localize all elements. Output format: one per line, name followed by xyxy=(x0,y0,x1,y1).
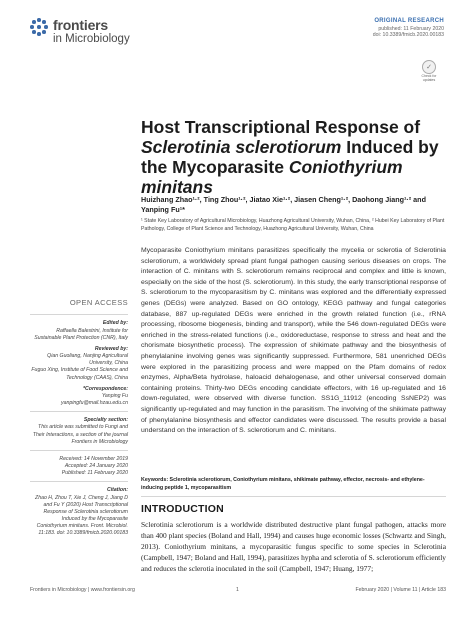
journal-logo xyxy=(30,18,130,46)
correspondence-name: Yanping Fu xyxy=(101,392,128,399)
title-part3: Induced by the Mycoparasite xyxy=(141,136,439,177)
check-for-updates-button[interactable] xyxy=(420,60,438,82)
divider xyxy=(141,496,446,497)
divider xyxy=(30,450,128,451)
logo-line2: in Microbiology xyxy=(53,33,130,45)
introduction-text: Sclerotinia sclerotiorum is a worldwide distributed destructive plant fungal pathogen, attacks more than 400 plant species (Boland and Hall, 1994) and causes huge economic losses (Schwartz and Singh, 2013). Coniothyrium minitans, a mycoparasitic fungus specific to some species in Sclerotinia (Campbell, 1947; Boland and Hall, 1994), parasitizes hypha and sclerotia of S. sclerotiorum efficiently and reduces the sclerotia inoculated in the soil (Campbell, 1947; Huang, 1977; xyxy=(141,520,446,574)
divider xyxy=(30,481,128,482)
frontiers-dots-icon xyxy=(30,18,48,36)
edited-by-heading: Edited by: xyxy=(102,320,128,327)
footer-journal[interactable]: Frontiers in Microbiology | www.frontiersin.org xyxy=(30,587,135,593)
logo-line1: frontiers xyxy=(53,17,108,33)
author-list[interactable]: Huizhang Zhao¹·², Ting Zhou¹·², Jiatao Xie¹·², Jiasen Cheng¹·², Daohong Jiang¹·² and Yanping Fu¹* xyxy=(141,195,426,214)
article-type: ORIGINAL RESEARCH xyxy=(374,18,444,24)
abstract: Mycoparasite Coniothyrium minitans parasitizes specifically the mycelia or sclerotia of Sclerotinia sclerotiorum, a worldwidely spread plant fungal pathogen causing serious diseases on crops. The interaction of C. minitans with S. sclerotiorum remains reciprocal and complex and little is known, especially on the side of the host (S. sclerotiorum). In this study, the early transcriptional response of S. sclerotiorum to the mycoparasitism by C. minitans was explored and the differentially expressed genes (DEGs) were analyzed. Based on GO ontology, KEGG pathway and fungal categories database, 887 up-regulated DEGs were enriched in the growth related function (i.e., rRNA processing, ribosome biogenesis, binding and transport), while the 546 down-regulated DEGs were enriched in the stress-related functions (i.e., oxidoreductase, response to stress and heat and the chorismate biosynthetic process). The expression of shikimate pathway and the biosynthesis of phenylalanine involving genes was significantly suppressed. Furthermore, 581 unenriched DEGs were explored in the parasitizing process and were mapped on the Pfam domains of redox enzymes, Alpha/Beta hydrolase, haloacid dehalogenase, and other universal conserved domain containing proteins. Thirty-two DEGs encoding candidate effectors, with 16 up-regulated and 16 down-regulated, were observed with diverse function. SS1G_11912 (encoding SsNEP2) was significantly up-regulated and may function in the parasitism. The involving of the shikimate pathway of phenylalanine biosynthesis and effector candidates were discussed. The results provide a basal understand on the interaction of S. sclerotiorum and C. minitans. xyxy=(141,247,446,435)
correspondence-email[interactable]: yanpingfu@mail.hzau.edu.cn xyxy=(61,400,128,407)
citation-heading: Citation: xyxy=(106,487,128,494)
reviewer: Qian Guoliang, Nanjing Agricultural University, China xyxy=(47,353,128,367)
section-heading-introduction: INTRODUCTION xyxy=(141,503,224,515)
accepted-date: Accepted: 24 January 2020 xyxy=(64,463,128,470)
keywords: Keywords: Sclerotinia sclerotiorum, Coniothyrium minitans, shikimate pathway, effector, necrosis- and ethylene-inducing peptide 1, mycoparasitism xyxy=(141,477,425,491)
reviewed-by-heading: Reviewed by: xyxy=(94,345,128,352)
received-date: Received: 14 November 2019 xyxy=(59,455,128,462)
divider xyxy=(30,411,128,412)
published-date: published: 11 February 2020 xyxy=(378,25,444,32)
article-header-meta xyxy=(373,18,444,39)
title-species2: Coniothyrium minitans xyxy=(141,156,403,197)
editor: Raffaella Balestrini, Institute for Sustainable Plant Protection (CNR), Italy xyxy=(34,327,128,341)
specialty-section: This article was submitted to Fungi and Their Interactions, a section of the journal Frontiers in Microbiology xyxy=(32,424,128,445)
affiliations: ¹ State Key Laboratory of Agricultural Microbiology, Huazhong Agricultural University, Wuhan, China, ² Hubei Key Laboratory of Plant Pathology, College of Plant Science and Technology, Huazhong Agricultural University, Wuhan, China xyxy=(141,218,445,232)
check-updates-label: Check for updates xyxy=(421,74,437,82)
open-access-label: OPEN ACCESS xyxy=(69,298,128,307)
footer-volume: February 2020 | Volume 11 | Article 183 xyxy=(355,587,446,593)
divider xyxy=(30,314,128,315)
title-species1: Sclerotinia sclerotiorum xyxy=(141,136,342,157)
published-date-sidebar: Published: 11 February 2020 xyxy=(61,470,128,477)
correspondence-heading: *Correspondence: xyxy=(83,385,128,392)
specialty-heading: Specialty section: xyxy=(83,417,128,424)
article-title xyxy=(141,118,451,198)
doi[interactable]: doi: 10.3389/fmicb.2020.00183 xyxy=(372,32,444,38)
check-circle-icon: ✓ xyxy=(422,60,436,74)
title-part1: Host Transcriptional Response of xyxy=(141,117,421,137)
citation-text: Zhao H, Zhou T, Xie J, Cheng J, Jiang D and Fu Y (2020) Host Transcriptional Response of Sclerotinia sclerotiorum Induced by the Mycoparasite Coniothyrium minitans. Front. Microbiol. 11:183. doi: 10.3389/fmicb.2020.00183 xyxy=(35,494,128,537)
page-number: 1 xyxy=(236,587,239,593)
article-sidebar xyxy=(30,298,128,542)
reviewer: Fuguo Xing, Institute of Food Science and Technology (CAAS), China xyxy=(31,367,128,381)
